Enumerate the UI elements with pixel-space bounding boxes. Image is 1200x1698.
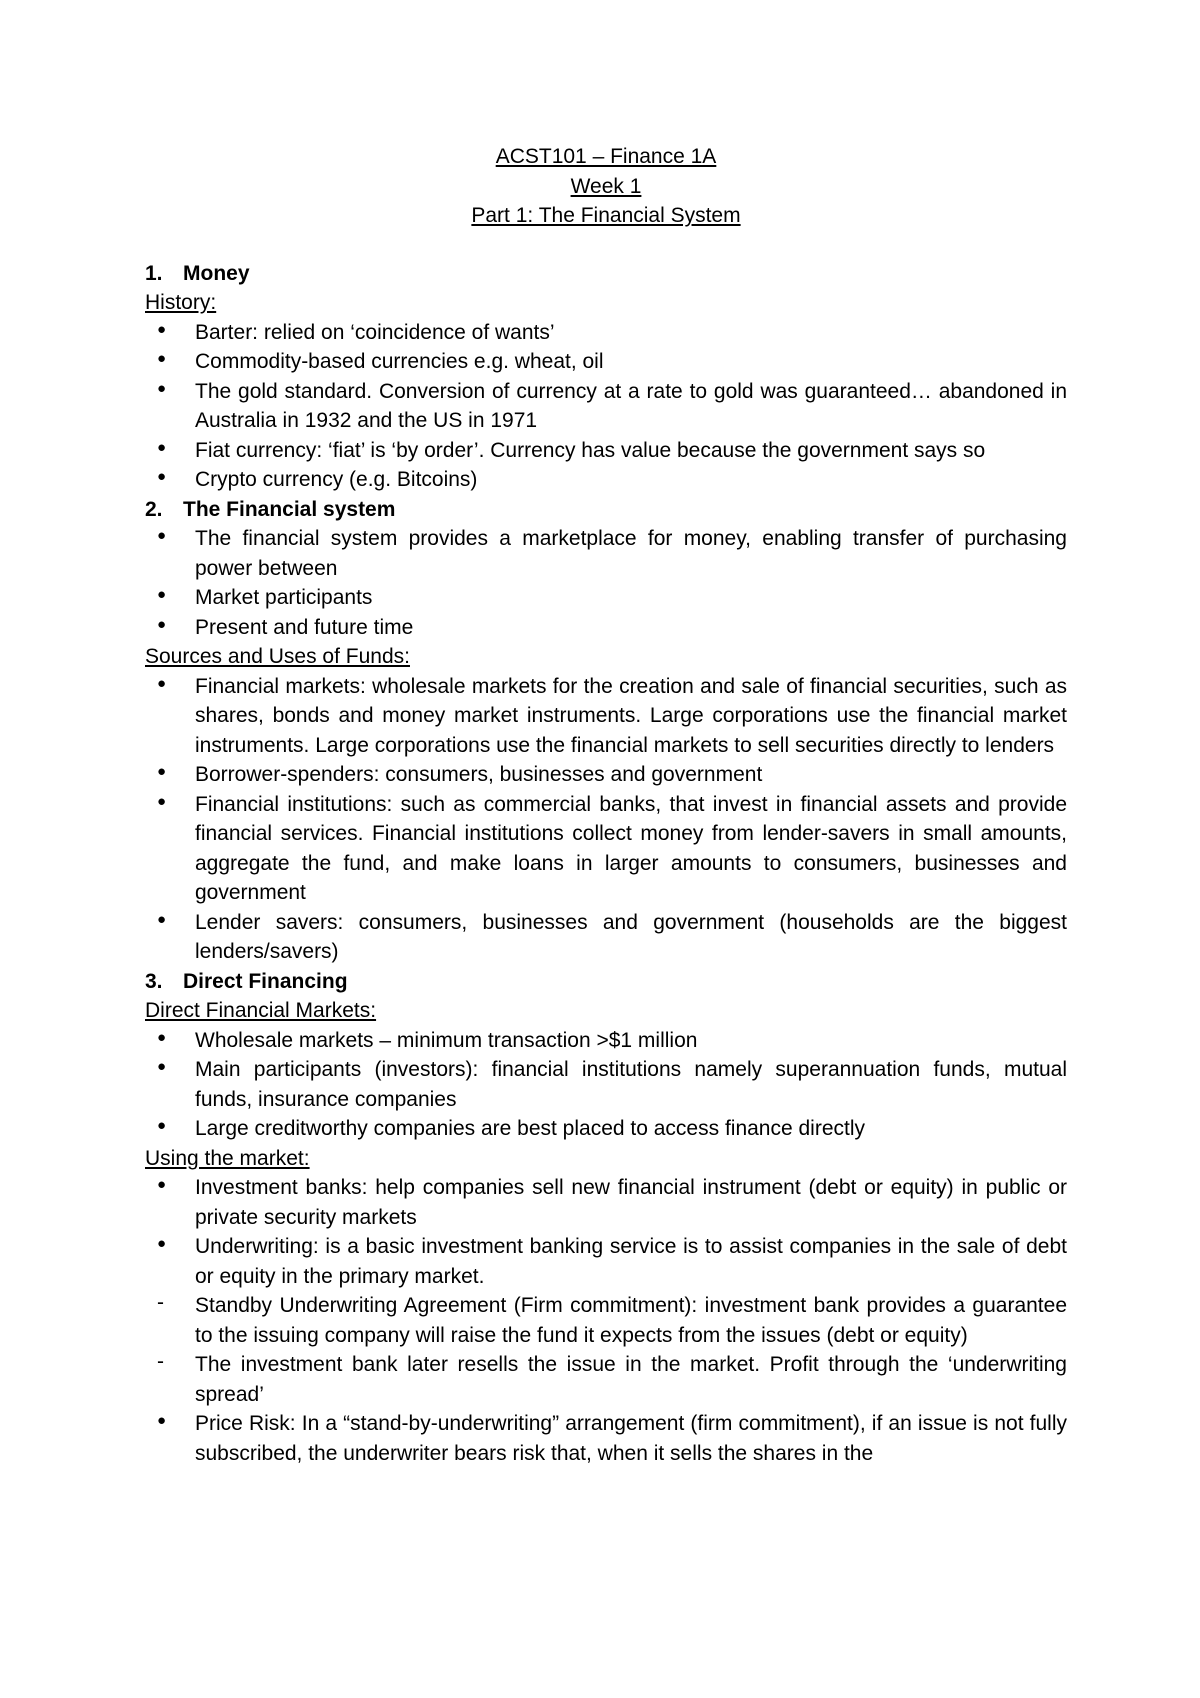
- bullet-list-item: [145, 1114, 1067, 1144]
- list-item-text: Financial institutions: such as commercial banks, that invest in financial assets and provide financial services. Financial institutions collect money from lender-savers in small amounts, aggregate the fund, and make loans in larger amounts to consumers, businesses and government: [195, 792, 1067, 904]
- bullet-list-item: [145, 1026, 1067, 1056]
- course-title: ACST101 – Finance 1A: [495, 145, 717, 168]
- list-marker: [145, 1350, 195, 1374]
- bullet-icon: ●: [157, 1176, 167, 1193]
- document-body: [145, 259, 1067, 1469]
- dash-icon: -: [157, 1291, 164, 1314]
- bullet-list-item: [145, 1232, 1067, 1291]
- list-item-text: Financial markets: wholesale markets for the creation and sale of financial securities, such as shares, bonds and money market instruments. Large corporations use the financial market instruments. Large corporations use the financial markets to sell securities directly to lenders: [195, 674, 1067, 757]
- list-item-text: Price Risk: In a “stand-by-underwriting” arrangement (firm commitment), if an issue is not fully subscribed, the underwriter bears risk that, when it sells the shares in the: [195, 1412, 1067, 1465]
- list-item-text: Main participants (investors): financial institutions namely superannuation funds, mutual funds, insurance companies: [195, 1058, 1067, 1111]
- bullet-icon: ●: [157, 379, 167, 397]
- list-marker: [145, 377, 195, 401]
- list-item-text: The investment bank later resells the issue in the market. Profit through the ‘underwriting spread’: [195, 1353, 1067, 1406]
- list-marker: [145, 1173, 195, 1197]
- bullet-list-item: [145, 672, 1067, 761]
- section-number: 2.: [145, 497, 163, 521]
- section-title: Direct Financing: [183, 969, 348, 993]
- list-marker: [145, 524, 195, 548]
- bullet-list-item: [145, 524, 1067, 583]
- list-marker: [145, 1409, 195, 1433]
- list-marker: [145, 790, 195, 814]
- list-marker: [145, 347, 195, 371]
- list-marker: [145, 1026, 195, 1050]
- list-marker: [145, 1291, 195, 1315]
- bullet-icon: ●: [157, 1028, 167, 1046]
- list-item-text: Borrower-spenders: consumers, businesses and government: [195, 763, 763, 786]
- bullet-list-item: [145, 908, 1067, 967]
- bullet-list-item: [145, 1409, 1067, 1468]
- week-title: Week 1: [570, 174, 642, 198]
- list-item-text: Barter: relied on ‘coincidence of wants’: [195, 320, 555, 344]
- list-item-text: Market participants: [195, 586, 373, 609]
- list-item-text: Commodity-based currencies e.g. wheat, oil: [195, 350, 604, 373]
- bullet-icon: ●: [157, 468, 167, 485]
- bullet-icon: ●: [157, 320, 167, 338]
- bullet-list-item: [145, 318, 1067, 348]
- bullet-icon: ●: [157, 674, 167, 692]
- section-heading: [145, 259, 1067, 289]
- bullet-list-item: [145, 583, 1067, 613]
- list-item-text: Lender savers: consumers, businesses and government (households are the biggest lenders/savers): [195, 910, 1067, 963]
- bullet-icon: ●: [157, 1412, 167, 1429]
- list-marker: [145, 672, 195, 696]
- section-title: The Financial system: [183, 497, 396, 521]
- sub-heading: Using the market:: [145, 1146, 310, 1170]
- bullet-icon: ●: [157, 763, 167, 780]
- bullet-list-item: [145, 1173, 1067, 1232]
- bullet-list-item: [145, 760, 1067, 790]
- sub-heading: Direct Financial Markets:: [145, 999, 377, 1022]
- bullet-list-item: [145, 377, 1067, 436]
- section-heading: [145, 495, 1067, 525]
- bullet-list-item: [145, 613, 1067, 643]
- bullet-icon: ●: [157, 527, 167, 544]
- list-marker: [145, 1114, 195, 1138]
- list-item-text: The gold standard. Conversion of currency at a rate to gold was guaranteed… abandoned in Australia in 1932 and the US in 1971: [195, 379, 1067, 432]
- list-item-text: Large creditworthy companies are best placed to access finance directly: [195, 1117, 866, 1140]
- bullet-icon: ●: [157, 1117, 167, 1134]
- section-title: Money: [183, 261, 250, 285]
- bullet-list-item: [145, 436, 1067, 466]
- list-marker: [145, 465, 195, 489]
- bullet-icon: ●: [157, 615, 167, 633]
- bullet-icon: ●: [157, 350, 167, 367]
- dash-list-item: [145, 1291, 1067, 1350]
- list-item-text: Present and future time: [195, 615, 414, 639]
- title-block: [145, 142, 1067, 231]
- bullet-icon: ●: [157, 1058, 167, 1075]
- list-marker: [145, 908, 195, 932]
- list-marker: [145, 318, 195, 342]
- section-heading: [145, 967, 1067, 997]
- list-item-text: The financial system provides a marketplace for money, enabling transfer of purchasing power between: [195, 527, 1067, 580]
- list-item-text: Crypto currency (e.g. Bitcoins): [195, 468, 478, 491]
- list-item-text: Fiat currency: ‘fiat’ is ‘by order’. Currency has value because the government says so: [195, 438, 986, 462]
- part-title: Part 1: The Financial System: [471, 204, 741, 227]
- dash-list-item: [145, 1350, 1067, 1409]
- list-marker: [145, 583, 195, 607]
- sub-heading: Sources and Uses of Funds:: [145, 645, 410, 668]
- bullet-icon: ●: [157, 438, 167, 456]
- list-marker: [145, 436, 195, 460]
- list-marker: [145, 1055, 195, 1079]
- bullet-icon: ●: [157, 586, 167, 603]
- bullet-list-item: [145, 465, 1067, 495]
- section-number: 1.: [145, 261, 163, 285]
- bullet-icon: ●: [157, 1235, 167, 1252]
- list-marker: [145, 760, 195, 784]
- bullet-icon: ●: [157, 792, 167, 810]
- list-marker: [145, 613, 195, 637]
- bullet-icon: ●: [157, 910, 167, 928]
- bullet-list-item: [145, 790, 1067, 908]
- list-item-text: Investment banks: help companies sell new financial instrument (debt or equity) in public or private security markets: [195, 1176, 1067, 1229]
- section-number: 3.: [145, 969, 163, 993]
- list-marker: [145, 1232, 195, 1256]
- bullet-list-item: [145, 1055, 1067, 1114]
- bullet-list-item: [145, 347, 1067, 377]
- dash-icon: -: [157, 1350, 164, 1373]
- list-item-text: Wholesale markets – minimum transaction >$1 million: [195, 1028, 698, 1052]
- sub-heading: History:: [145, 291, 217, 314]
- list-item-text: Standby Underwriting Agreement (Firm commitment): investment bank provides a guarantee to the issuing company will raise the fund it expects from the issues (debt or equity): [195, 1294, 1067, 1347]
- list-item-text: Underwriting: is a basic investment banking service is to assist companies in the sale of debt or equity in the primary market.: [195, 1235, 1067, 1288]
